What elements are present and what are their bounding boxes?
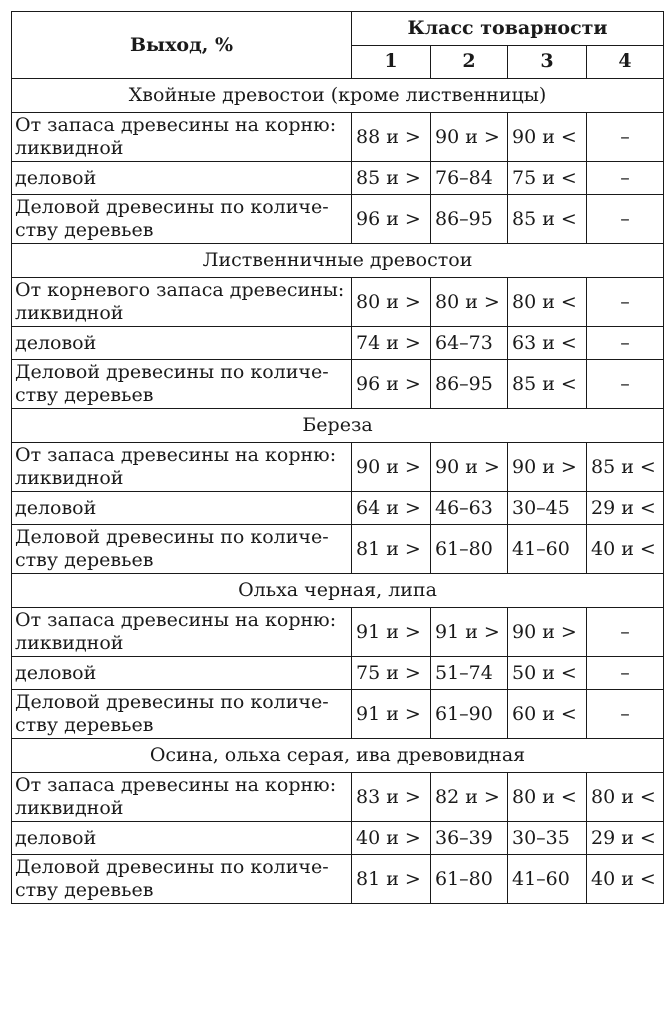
row-label-line: От запаса древесины на корню: xyxy=(15,444,337,466)
table-row xyxy=(12,773,664,822)
class-2-value: 86–95 xyxy=(431,195,508,244)
row-label-line: деловой xyxy=(15,166,97,189)
class-4-value: – xyxy=(587,327,664,360)
class-2-value: 86–95 xyxy=(431,360,508,409)
class-2-value: 61–80 xyxy=(431,525,508,574)
section-row xyxy=(12,79,664,113)
yield-header: Выход, % xyxy=(12,12,352,79)
class-header: Класс товарности xyxy=(352,12,664,46)
table-row xyxy=(12,360,664,409)
table-row xyxy=(12,657,664,690)
class-3-value: 85 и < xyxy=(508,360,587,409)
class-4-value: 85 и < xyxy=(587,443,664,492)
class-1-value: 81 и > xyxy=(352,855,431,904)
row-label-line: ликвидной xyxy=(15,467,124,489)
class-2-value: 61–90 xyxy=(431,690,508,739)
class-1-header: 1 xyxy=(352,45,431,79)
class-3-value: 63 и < xyxy=(508,327,587,360)
class-4-header: 4 xyxy=(587,45,664,79)
class-1-value: 96 и > xyxy=(352,360,431,409)
row-label-line: ликвидной xyxy=(15,137,124,159)
class-1-value: 88 и > xyxy=(352,113,431,162)
class-4-value: 40 и < xyxy=(587,525,664,574)
row-label xyxy=(12,195,352,244)
class-2-value: 82 и > xyxy=(431,773,508,822)
class-3-value: 60 и < xyxy=(508,690,587,739)
class-1-value: 90 и > xyxy=(352,443,431,492)
row-label-line: ликвидной xyxy=(15,302,124,324)
table-row xyxy=(12,113,664,162)
table-row xyxy=(12,525,664,574)
table-row xyxy=(12,327,664,360)
row-label xyxy=(12,443,352,492)
row-label-line: От запаса древесины на корню: xyxy=(15,114,337,136)
class-4-value: 29 и < xyxy=(587,822,664,855)
row-label-line: От запаса древесины на корню: xyxy=(15,609,337,631)
row-label-line: ликвидной xyxy=(15,797,124,819)
class-4-value: – xyxy=(587,278,664,327)
table-row xyxy=(12,162,664,195)
row-label xyxy=(12,657,352,690)
row-label xyxy=(12,162,352,195)
class-4-value: – xyxy=(587,195,664,244)
table-row xyxy=(12,855,664,904)
class-3-value: 41–60 xyxy=(508,525,587,574)
class-4-value: – xyxy=(587,113,664,162)
class-3-value: 90 и > xyxy=(508,608,587,657)
row-label-line: ству деревьев xyxy=(15,219,154,241)
row-label-line: ству деревьев xyxy=(15,714,154,736)
class-2-value: 64–73 xyxy=(431,327,508,360)
class-4-value: – xyxy=(587,162,664,195)
table-row xyxy=(12,822,664,855)
table-row xyxy=(12,492,664,525)
row-label-line: ству деревьев xyxy=(15,549,154,571)
class-2-value: 91 и > xyxy=(431,608,508,657)
table-body xyxy=(12,79,664,904)
row-label-line: От корневого запаса древесины: xyxy=(15,279,345,301)
class-1-value: 96 и > xyxy=(352,195,431,244)
row-label-line: деловой xyxy=(15,331,97,354)
row-label xyxy=(12,525,352,574)
class-3-value: 75 и < xyxy=(508,162,587,195)
class-2-value: 90 и > xyxy=(431,443,508,492)
table-row xyxy=(12,690,664,739)
row-label-line: деловой xyxy=(15,826,97,849)
class-3-value: 85 и < xyxy=(508,195,587,244)
class-4-value: – xyxy=(587,690,664,739)
row-label xyxy=(12,113,352,162)
row-label-line: ству деревьев xyxy=(15,879,154,901)
class-1-value: 74 и > xyxy=(352,327,431,360)
class-2-value: 90 и > xyxy=(431,113,508,162)
class-1-value: 40 и > xyxy=(352,822,431,855)
section-title: Хвойные древостои (кроме лиственницы) xyxy=(12,79,664,113)
class-4-value: 80 и < xyxy=(587,773,664,822)
class-3-value: 50 и < xyxy=(508,657,587,690)
row-label-line: ликвидной xyxy=(15,632,124,654)
table-wrapper xyxy=(11,11,664,904)
row-label xyxy=(12,278,352,327)
class-2-value: 51–74 xyxy=(431,657,508,690)
class-1-value: 64 и > xyxy=(352,492,431,525)
row-label-line: деловой xyxy=(15,661,97,684)
row-label xyxy=(12,690,352,739)
class-1-value: 83 и > xyxy=(352,773,431,822)
row-label-line: Деловой древесины по количе- xyxy=(15,361,329,383)
class-4-value: – xyxy=(587,360,664,409)
class-3-value: 30–45 xyxy=(508,492,587,525)
class-2-value: 61–80 xyxy=(431,855,508,904)
section-row xyxy=(12,409,664,443)
row-label xyxy=(12,822,352,855)
section-title: Береза xyxy=(12,409,664,443)
class-2-header: 2 xyxy=(431,45,508,79)
class-4-value: – xyxy=(587,608,664,657)
marketability-table xyxy=(11,11,664,904)
class-4-value: 40 и < xyxy=(587,855,664,904)
section-row xyxy=(12,244,664,278)
class-3-value: 41–60 xyxy=(508,855,587,904)
class-1-value: 75 и > xyxy=(352,657,431,690)
row-label-line: От запаса древесины на корню: xyxy=(15,774,337,796)
row-label xyxy=(12,855,352,904)
class-3-value: 80 и < xyxy=(508,278,587,327)
row-label-line: Деловой древесины по количе- xyxy=(15,856,329,878)
class-2-value: 80 и > xyxy=(431,278,508,327)
class-1-value: 91 и > xyxy=(352,690,431,739)
class-3-value: 30–35 xyxy=(508,822,587,855)
class-2-value: 46–63 xyxy=(431,492,508,525)
class-2-value: 76–84 xyxy=(431,162,508,195)
section-title: Осина, ольха серая, ива древовидная xyxy=(12,739,664,773)
row-label-line: ству деревьев xyxy=(15,384,154,406)
class-1-value: 91 и > xyxy=(352,608,431,657)
table-row xyxy=(12,278,664,327)
row-label xyxy=(12,327,352,360)
table-row xyxy=(12,608,664,657)
class-1-value: 81 и > xyxy=(352,525,431,574)
table-row xyxy=(12,195,664,244)
class-3-value: 90 и < xyxy=(508,113,587,162)
section-title: Лиственничные древостои xyxy=(12,244,664,278)
class-1-value: 80 и > xyxy=(352,278,431,327)
row-label-line: Деловой древесины по количе- xyxy=(15,691,329,713)
row-label xyxy=(12,360,352,409)
section-row xyxy=(12,739,664,773)
row-label-line: Деловой древесины по количе- xyxy=(15,526,329,548)
row-label xyxy=(12,773,352,822)
row-label xyxy=(12,492,352,525)
class-2-value: 36–39 xyxy=(431,822,508,855)
section-row xyxy=(12,574,664,608)
class-3-value: 90 и > xyxy=(508,443,587,492)
class-4-value: – xyxy=(587,657,664,690)
row-label xyxy=(12,608,352,657)
class-3-header: 3 xyxy=(508,45,587,79)
row-label-line: Деловой древесины по количе- xyxy=(15,196,329,218)
class-3-value: 80 и < xyxy=(508,773,587,822)
section-title: Ольха черная, липа xyxy=(12,574,664,608)
row-label-line: деловой xyxy=(15,496,97,519)
class-4-value: 29 и < xyxy=(587,492,664,525)
class-1-value: 85 и > xyxy=(352,162,431,195)
table-row xyxy=(12,443,664,492)
